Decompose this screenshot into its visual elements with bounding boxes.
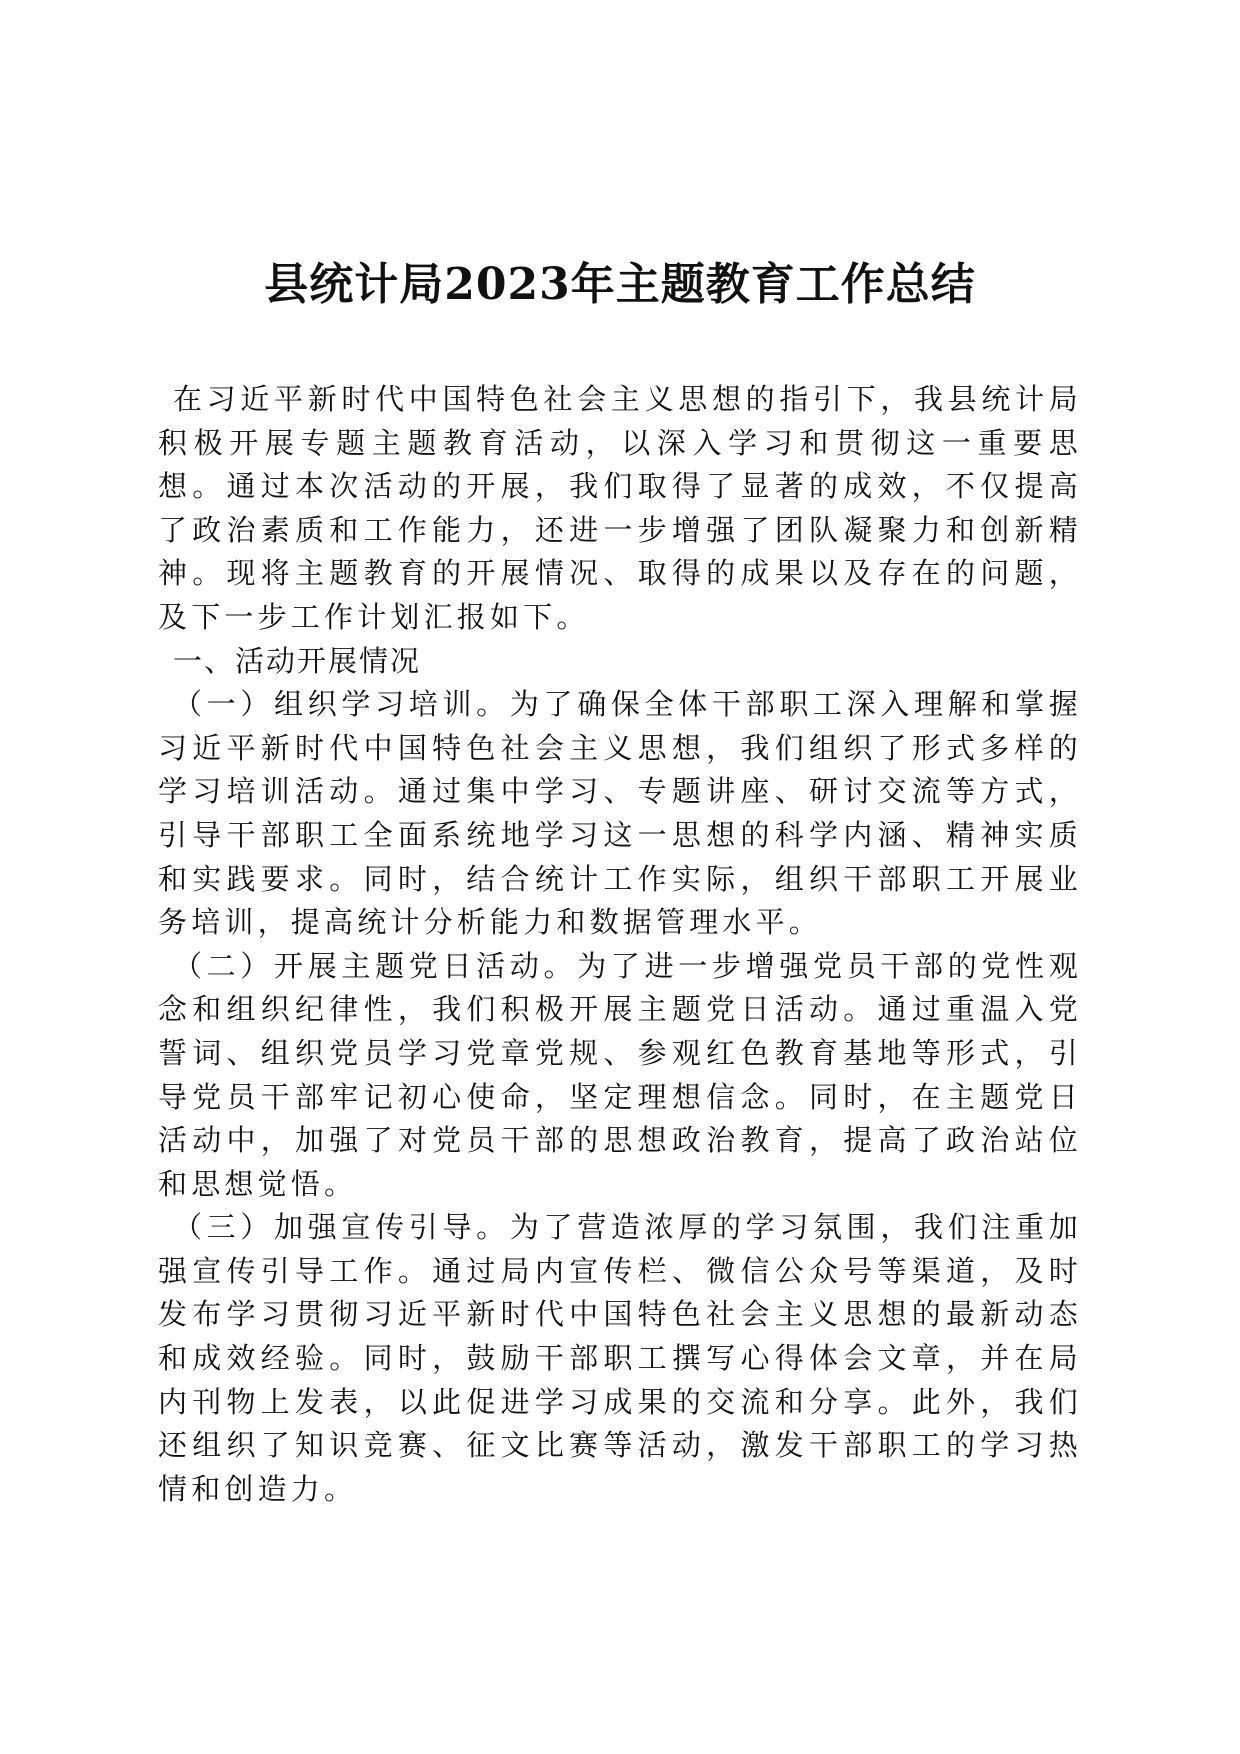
section-heading-activities: 一、活动开展情况 bbox=[173, 643, 422, 678]
item-text-2: 为了进一步增强党员干部的党性观念和组织纪律性，我们积极开展主题党日活动。通过重温入党誓词、组织党员学习党章党规、参观红色教育基地等形式，引导党员干部牢记初心使命，坚定理想信念。同时，在主题党日活动中，加强了对党员干部的思想政治教育，提高了政治站位和思想觉悟。 bbox=[158, 948, 1082, 1201]
item-text-3: 为了营造浓厚的学习氛围，我们注重加强宣传引导工作。通过局内宣传栏、微信公众号等渠道，及时发布学习贯彻习近平新时代中国特色社会主义思想的最新动态和成效经验。同时，鼓励干部职工撰写心得体会文章，并在局内刊物上发表，以此促进学习成果的交流和分享。此外，我们还组织了知识竞赛、征文比赛等活动，激发干部职工的学习热情和创造力。 bbox=[158, 1210, 1082, 1506]
item-paragraph-1 bbox=[158, 683, 1082, 945]
document-title: 县统计局2023年主题教育工作总结 bbox=[264, 259, 976, 310]
item-paragraph-3 bbox=[158, 1206, 1082, 1511]
item-lead-2: （二）开展主题党日活动。 bbox=[173, 948, 578, 983]
item-text-1: 为了确保全体干部职工深入理解和掌握习近平新时代中国特色社会主义思想，我们组织了形式多样的学习培训活动。通过集中学习、专题讲座、研讨交流等方式，引导干部职工全面系统地学习这一思想的科学内涵、精神实质和实践要求。同时，结合统计工作实际，组织干部职工开展业务培训，提高统计分析能力和数据管理水平。 bbox=[158, 687, 1082, 940]
item-paragraph-2 bbox=[158, 945, 1082, 1207]
intro-paragraph: 在习近平新时代中国特色社会主义思想的指引下，我县统计局积极开展专题主题教育活动，以深入学习和贯彻这一重要思想。通过本次活动的开展，我们取得了显著的成效，不仅提高了政治素质和工作能力，还进一步增强了团队凝聚力和创新精神。现将主题教育的开展情况、取得的成果以及存在的问题，及下一步工作计划汇报如下。 bbox=[158, 382, 1082, 634]
document-body bbox=[158, 378, 1082, 1511]
item-lead-1: （一）组织学习培训。 bbox=[173, 687, 510, 722]
item-lead-3: （三）加强宣传引导。 bbox=[173, 1210, 510, 1245]
